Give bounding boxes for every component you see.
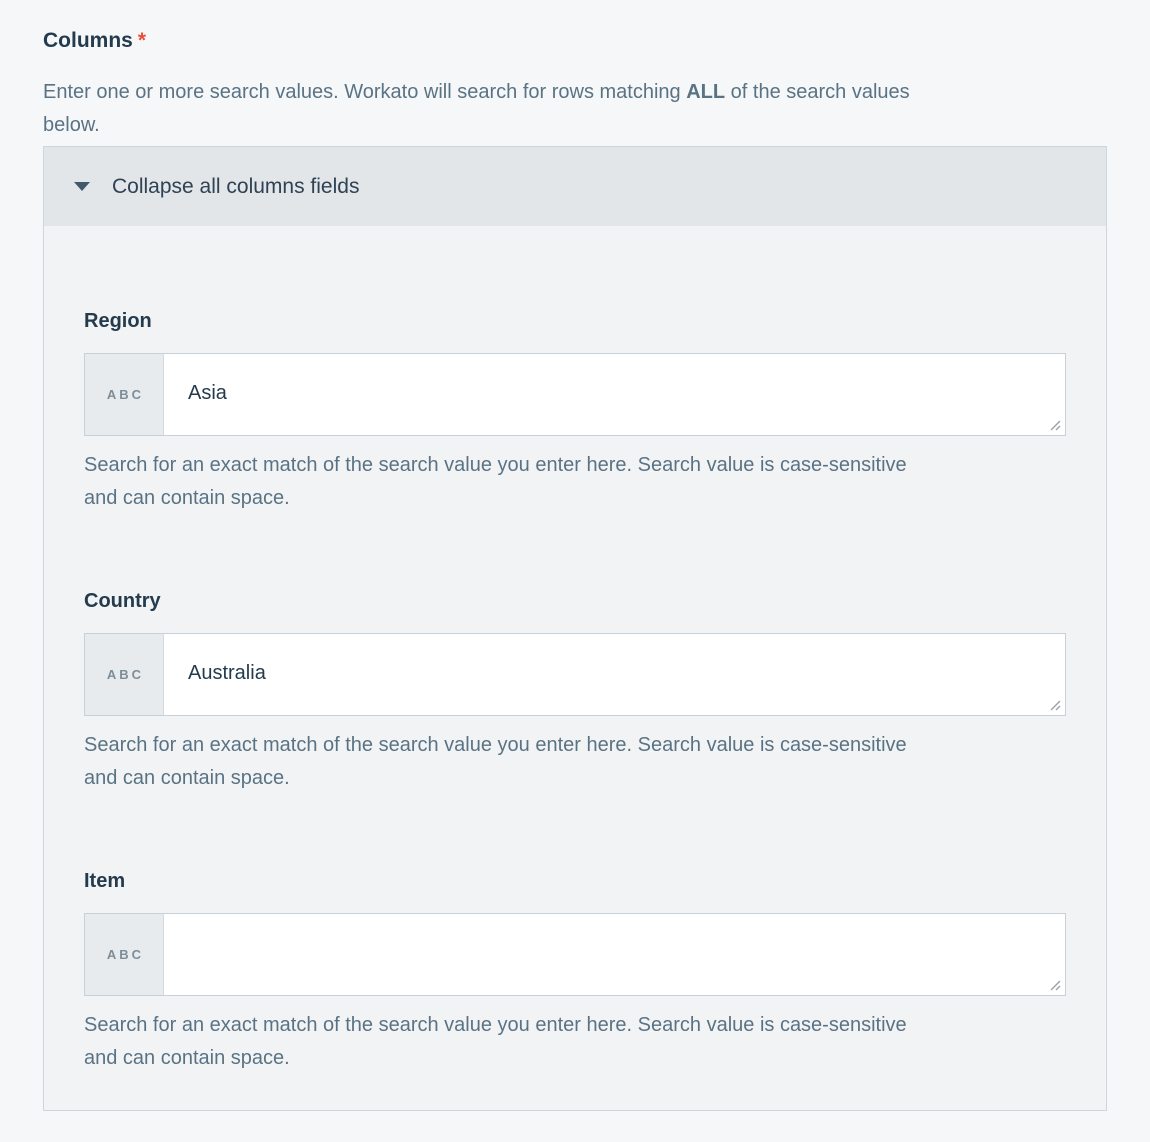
region-help-text: Search for an exact match of the search value you enter here. Search value is case-sensitive and can contain space. [84,454,907,509]
item-help-text: Search for an exact match of the search value you enter here. Search value is case-sensitive and can contain space. [84,1014,907,1069]
region-input[interactable] [164,354,1065,435]
region-input-group [84,353,1066,436]
description-bold-all: ALL [686,81,726,103]
country-input-group [84,633,1066,716]
region-textarea-wrap [164,354,1065,435]
collapse-all-columns-toggle[interactable] [44,147,1106,226]
country-label: Country [84,590,161,612]
columns-panel-body [44,226,1106,1110]
field-region [84,309,1066,515]
field-country [84,589,1066,795]
country-textarea-wrap [164,634,1065,715]
columns-label: Columns [43,29,133,52]
columns-description [43,76,1107,142]
item-input-group [84,913,1066,996]
region-label: Region [84,310,152,332]
collapse-toggle-label: Collapse all columns fields [112,174,360,198]
country-help-text: Search for an exact match of the search value you enter here. Search value is case-sensitive and can contain space. [84,734,907,789]
item-textarea-wrap [164,914,1065,995]
item-input[interactable] [164,914,1065,995]
description-line-2: below. [43,114,100,136]
triangle-down-icon [74,182,90,191]
required-asterisk: * [137,29,147,52]
page-title [43,28,1107,54]
text-type-badge: ABC [85,354,164,435]
description-line-1: Enter one or more search values. Workato will search for rows matching ALL of the search values [43,81,910,103]
resize-handle-icon[interactable] [1048,978,1062,992]
country-input[interactable] [164,634,1065,715]
resize-handle-icon[interactable] [1048,418,1062,432]
columns-panel [43,146,1107,1111]
text-type-badge: ABC [85,914,164,995]
resize-handle-icon[interactable] [1048,698,1062,712]
field-item [84,869,1066,1075]
item-label: Item [84,870,126,892]
text-type-badge: ABC [85,634,164,715]
